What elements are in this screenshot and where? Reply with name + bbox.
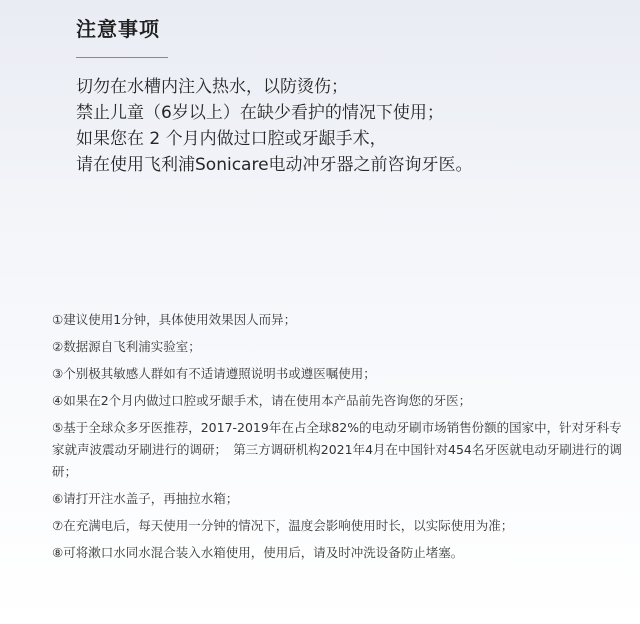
footnote-text: ⑥请打开注水盖子，再抽拉水箱；	[52, 491, 239, 506]
notice-line: 禁止儿童（6岁以上）在缺少看护的情况下使用；	[76, 103, 444, 123]
footnote-text: ⑤基于全球众多牙医推荐，2017-2019年在占全球82%的电动牙刷市场销售份额的国家中，针对牙科专家就声波震动牙刷进行的调研； 第三方调研机构2021年4月在中国针对454名牙医就电动牙刷进行的调研；	[52, 420, 622, 479]
notice-line: 切勿在水槽内注入热水，以防烫伤；	[76, 77, 348, 97]
footnote-text: ②数据源自飞利浦实验室；	[52, 339, 201, 354]
notice-line: 请在使用飞利浦Sonicare电动冲牙器之前咨询牙医。	[76, 155, 473, 175]
footnote-item	[52, 542, 622, 564]
footnote-text: ③个别极其敏感人群如有不适请遵照说明书或遵医嘱使用；	[52, 366, 376, 381]
footnote-item	[52, 390, 622, 412]
footnote-item	[52, 336, 622, 358]
footnote-list	[52, 309, 622, 569]
notice-list	[76, 74, 473, 178]
footnote-text: ⑦在充满电后，每天使用一分钟的情况下，温度会影响使用时长，以实际使用为准；	[52, 518, 514, 533]
footnote-text: ④如果在2个月内做过口腔或牙龈手术，请在使用本产品前先咨询您的牙医；	[52, 393, 472, 408]
footnote-item	[52, 309, 622, 331]
footnote-text: ⑧可将漱口水同水混合装入水箱使用，使用后，请及时冲洗设备防止堵塞。	[52, 545, 464, 560]
footnote-text: ①建议使用1分钟，具体使用效果因人而异；	[52, 312, 297, 327]
notice-line: 如果您在 2 个月内做过口腔或牙龈手术，	[76, 129, 387, 149]
title-divider	[76, 57, 168, 58]
footnote-item	[52, 488, 622, 510]
footnote-item	[52, 515, 622, 537]
footnote-item	[52, 363, 622, 385]
notice-title: 注意事项	[76, 17, 160, 41]
footnote-item	[52, 417, 622, 483]
